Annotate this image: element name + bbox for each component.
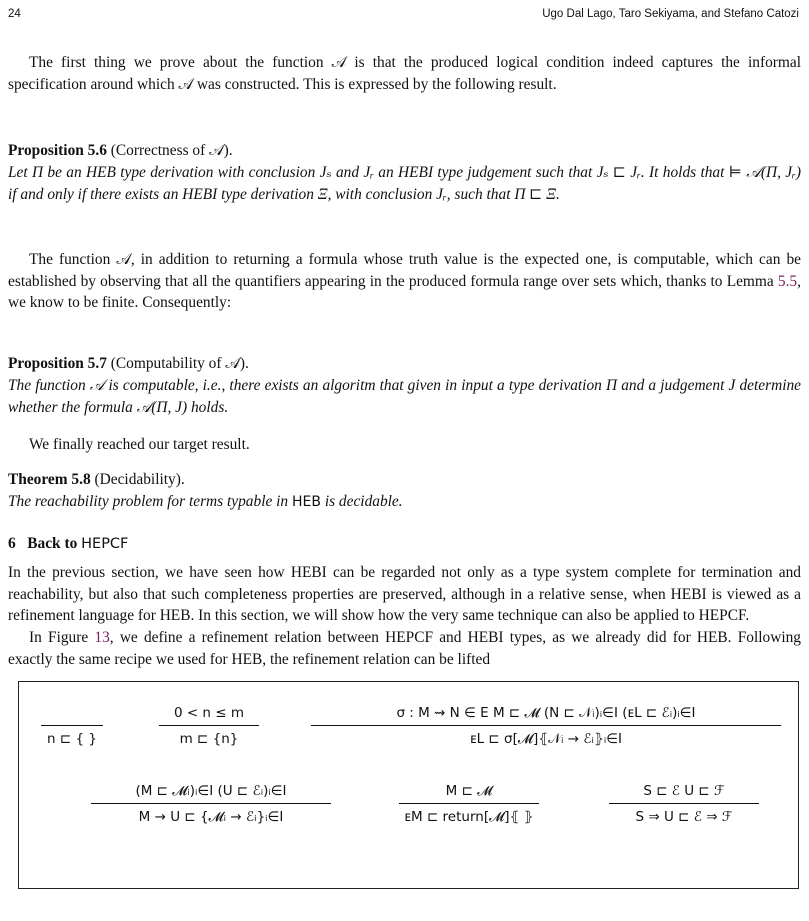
section-title: Back to bbox=[27, 535, 82, 552]
thm-text: The reachability problem for terms typable in bbox=[8, 493, 292, 510]
prop-5-6-title: Proposition 5.6 bbox=[8, 142, 107, 159]
prop-5-7-statement: The function 𝒜 is computable, i.e., there exists an algoritm that given in input a type derivation Π and a judgement J determine whether the formula 𝒜(Π, J) holds. bbox=[8, 377, 801, 416]
rule-conclusion: m ⊏ {n} bbox=[179, 731, 239, 747]
figure-link[interactable]: 13 bbox=[94, 629, 110, 646]
paragraph-previous-section: In the previous section, we have seen how HEBI can be regarded not only as a type system complete for termination and reachability, but also that such completeness properties are preserved, although in a relative sense, when HEBI is viewed as a refinement language for HEB. In this section, we will show how the very same technique can also be applied to HEPCF. bbox=[8, 564, 801, 625]
proposition-5-6 bbox=[8, 140, 801, 162]
section-title-hepcf: HEPCF bbox=[81, 536, 129, 552]
paragraph-computable bbox=[8, 249, 801, 314]
running-authors: Ugo Dal Lago, Taro Sekiyama, and Stefano Catozi bbox=[542, 8, 799, 20]
rule-effect bbox=[311, 704, 781, 748]
paragraph-text: , we know to be finite. Consequently: bbox=[8, 272, 801, 312]
paragraph-target: We finally reached our target result. bbox=[29, 436, 250, 453]
rule-conclusion: M → U ⊏ {𝓜ᵢ → ℰᵢ}ᵢ∈I bbox=[138, 809, 284, 825]
rule-conclusion: n ⊏ { } bbox=[47, 731, 97, 747]
rule-premise: (M ⊏ 𝓜ᵢ)ᵢ∈I (U ⊏ ℰᵢ)ᵢ∈I bbox=[135, 783, 287, 799]
section-6-heading bbox=[8, 535, 128, 553]
paragraph-text: , we define a refinement relation between HEPCF and HEBI types, as we already did for HEB. Following exactly the same recipe we used for HEB, the refinement relation can be lifted bbox=[8, 629, 801, 668]
rule-return bbox=[399, 782, 539, 826]
refinement-rules-figure bbox=[18, 681, 799, 889]
theorem-5-8 bbox=[8, 469, 801, 491]
page-number: 24 bbox=[8, 8, 21, 20]
rule-conclusion: S ⇒ U ⊏ ℰ ⇒ ℱ bbox=[635, 809, 733, 825]
paragraph-text: In Figure bbox=[29, 629, 95, 646]
thm-5-8-title: Theorem 5.8 bbox=[8, 471, 91, 488]
prop-5-6-name: (Correctness of 𝒜). bbox=[110, 142, 233, 159]
rule-premise bbox=[41, 704, 103, 722]
thm-heb: HEB bbox=[291, 494, 321, 510]
lemma-link[interactable]: 5.5 bbox=[777, 272, 798, 290]
prop-5-7-name: (Computability of 𝒜). bbox=[110, 355, 249, 372]
rule-conclusion: ᴇM ⊏ return[𝓜]⦃ ⦄ bbox=[404, 809, 534, 825]
thm-5-8-statement bbox=[8, 491, 801, 514]
section-number: 6 bbox=[8, 535, 16, 552]
paragraph-figure bbox=[8, 627, 801, 670]
proposition-5-7 bbox=[8, 353, 801, 375]
rule-computation bbox=[609, 782, 759, 826]
rule-premise: M ⊏ 𝓜 bbox=[445, 783, 493, 799]
rule-premise: σ : M ⇝ N ∈ E M ⊏ 𝓜 (N ⊏ 𝒩ᵢ)ᵢ∈I (ᴇL ⊏ ℰᵢ)ᵢ∈I bbox=[396, 705, 696, 721]
paper-page bbox=[8, 0, 801, 921]
rule-premise: 0 < n ≤ m bbox=[173, 705, 245, 721]
thm-text: is decidable. bbox=[320, 493, 403, 510]
rule-nat bbox=[159, 704, 259, 748]
prop-5-6-statement: Let Π be an HEB type derivation with conclusion Jₛ and Jᵣ an HEBI type judgement such that Jₛ ⊏ Jᵣ. It holds that ⊨ 𝒜(Π, Jᵣ) if and only if there exists an HEBI type derivation Ξ, with conclusion Jᵣ, such that Π ⊏ Ξ. bbox=[8, 164, 801, 203]
running-header bbox=[8, 4, 801, 24]
rule-arrow bbox=[91, 782, 331, 826]
paragraph-intro: The first thing we prove about the function 𝒜 is that the produced logical condition indeed captures the informal specification around which 𝒜 was constructed. This is expressed by the following result. bbox=[8, 54, 801, 93]
thm-5-8-name: (Decidability). bbox=[94, 471, 185, 488]
rule-empty bbox=[41, 704, 103, 748]
prop-5-7-title: Proposition 5.7 bbox=[8, 355, 107, 372]
rule-conclusion: ᴇL ⊏ σ[𝓜]⦃𝒩ᵢ → ℰᵢ⦄ᵢ∈I bbox=[469, 731, 623, 747]
paragraph-text: The function 𝒜, in addition to returning a formula whose truth value is the expected one, is computable, which can be established by observing that all the quantifiers appearing in the produced formula range over sets which, thanks to Lemma bbox=[8, 251, 801, 290]
rule-premise: S ⊏ ℰ U ⊏ ℱ bbox=[643, 783, 725, 799]
